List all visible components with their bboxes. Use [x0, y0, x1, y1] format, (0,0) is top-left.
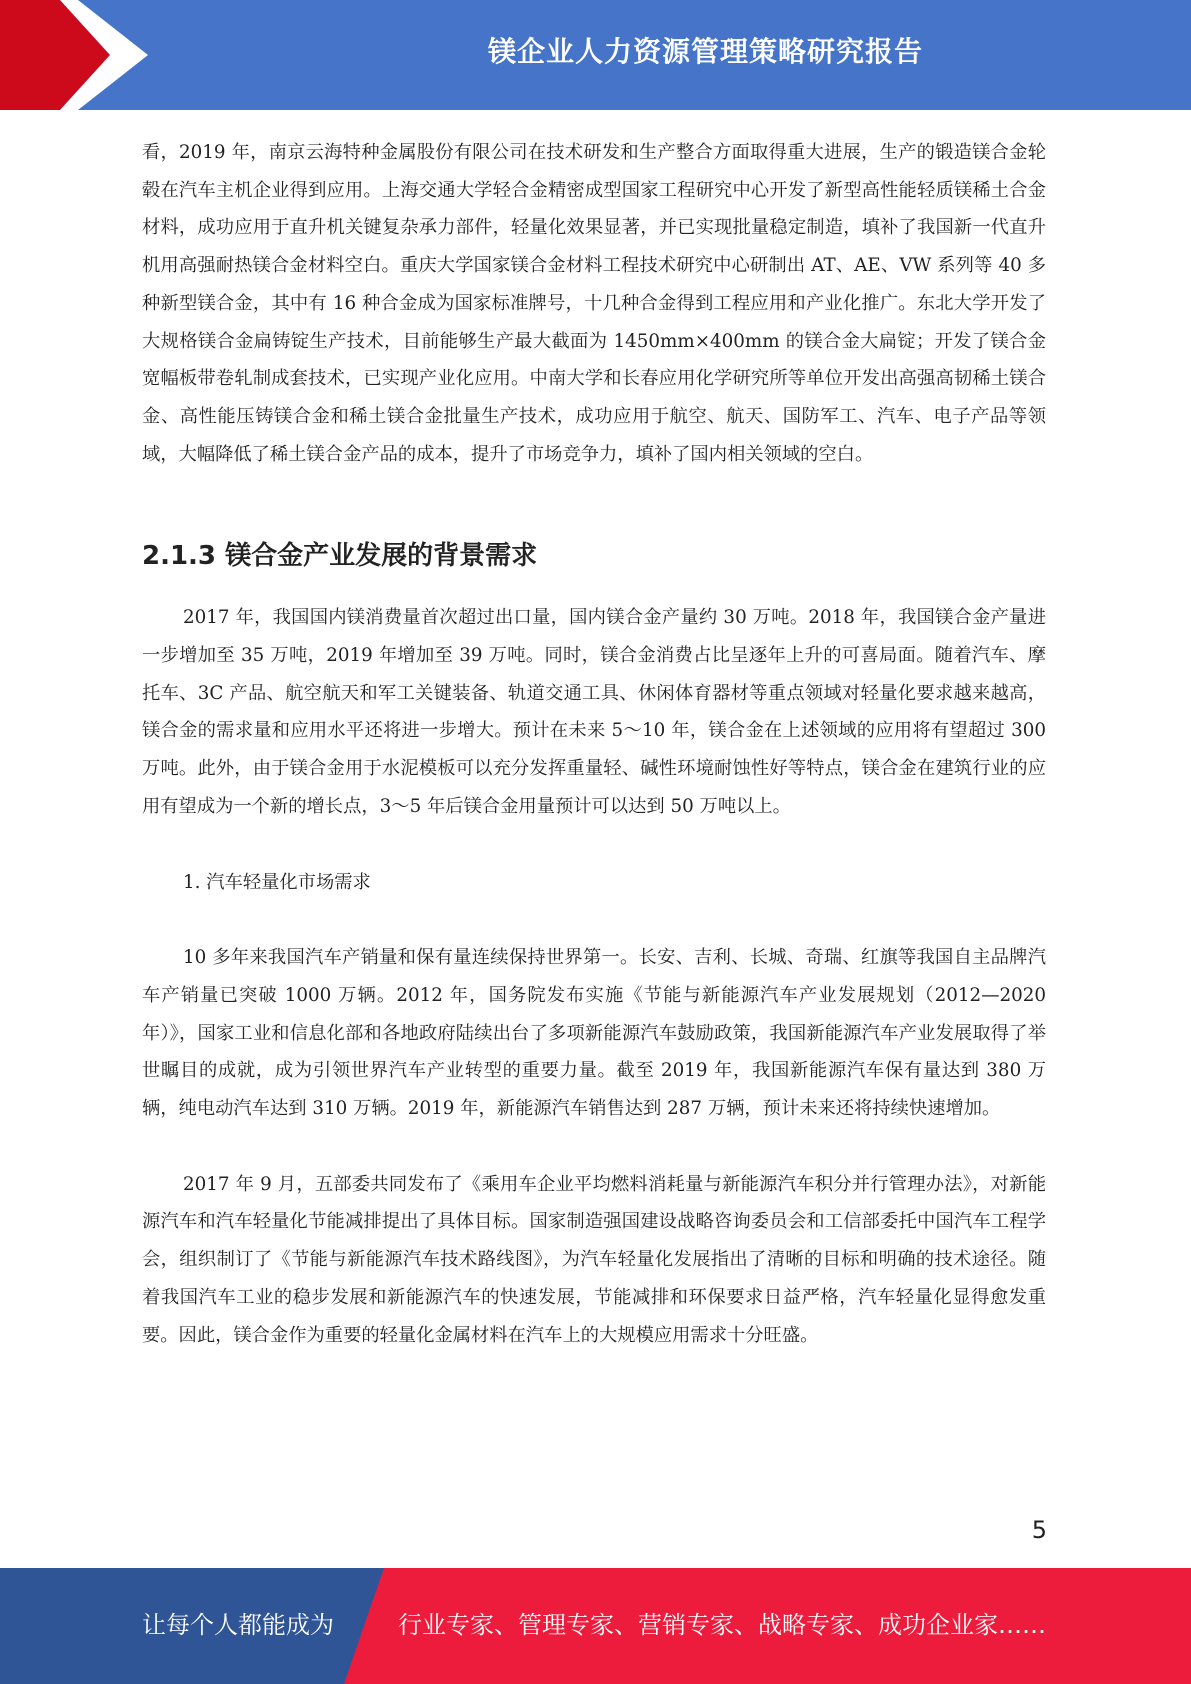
spacer	[142, 473, 1046, 511]
paragraph-research-progress: 看，2019 年，南京云海特种金属股份有限公司在技术研发和生产整合方面取得重大进展，生产的锻造镁合金轮毂在汽车主机企业得到应用。上海交通大学轻合金精密成型国家工程研究中心开发了新型高性能轻质镁稀土合金材料，成功应用于直升机关键复杂承力部件，轻量化效果显著，并已实现批量稳定制造，填补了我国新一代直升机用高强耐热镁合金材料空白。重庆大学国家镁合金材料工程技术研究中心研制出 AT、AE、VW 系列等 40 多种新型镁合金，其中有 16 种合金成为国家标准牌号，十几种合金得到工程应用和产业化推广。东北大学开发了大规格镁合金扁铸锭生产技术，目前能够生产最大截面为 1450mm×400mm 的镁合金大扁锭；开发了镁合金宽幅板带卷轧制成套技术，已实现产业化应用。中南大学和长春应用化学研究所等单位开发出高强高韧稀土镁合金、高性能压铸镁合金和稀土镁合金批量生产技术，成功应用于航空、航天、国防军工、汽车、电子产品等领域，大幅降低了稀土镁合金产品的成本，提升了市场竞争力，填补了国内相关领域的空白。	[142, 142, 1046, 465]
page-footer	[0, 1568, 1191, 1684]
paragraph-policy: 2017 年 9 月，五部委共同发布了《乘用车企业平均燃料消耗量与新能源汽车积分并行管理办法》，对新能源汽车和汽车轻量化节能减排提出了具体目标。国家制造强国建设战略咨询委员会和工信部委托中国汽车工程学会，组织制订了《节能与新能源汽车技术路线图》，为汽车轻量化发展指出了清晰的目标和明确的技术途径。随着我国汽车工业的稳步发展和新能源汽车的快速发展，节能减排和环保要求日益严格，汽车轻量化显得愈发重要。因此，镁合金作为重要的轻量化金属材料在汽车上的大规模应用需求十分旺盛。	[142, 1173, 1046, 1346]
paragraph-background-demand: 2017 年，我国国内镁消费量首次超过出口量，国内镁合金产量约 30 万吨。2018 年，我国镁合金产量进一步增加至 35 万吨，2019 年增加至 39 万吨。同时，镁合金消费占比呈逐年上升的可喜局面。随着汽车、摩托车、3C 产品、航空航天和军工关键装备、轨道交通工具、休闲体育器材等重点领域对轻量化要求越来越高，镁合金的需求量和应用水平还将进一步增大。预计在未来 5～10 年，镁合金在上述领域的应用将有望超过 300 万吨。此外，由于镁合金用于水泥模板可以充分发挥重量轻、碱性环境耐蚀性好等特点，镁合金在建筑行业的应用有望成为一个新的增长点，3～5 年后镁合金用量预计可以达到 50 万吨以上。	[142, 607, 1046, 817]
spacer	[142, 826, 1046, 864]
paragraph-auto-market: 10 多年来我国汽车产销量和保有量连续保持世界第一。长安、吉利、长城、奇瑞、红旗等我国自主品牌汽车产销量已突破 1000 万辆。2012 年，国务院发布实施《节能与新能源汽车产业发展规划（2012—2020 年）》，国家工业和信息化部和各地政府陆续出台了多项新能源汽车鼓励政策，我国新能源汽车产业发展取得了举世瞩目的成就，成为引领世界汽车产业转型的重要力量。截至 2019 年，我国新能源汽车保有量达到 380 万辆，纯电动汽车达到 310 万辆。2019 年，新能源汽车销售达到 287 万辆，预计未来还将持续快速增加。	[142, 947, 1046, 1120]
header-arrow-decoration	[0, 0, 160, 110]
footer-slogan-left: 让每个人都能成为	[142, 1611, 334, 1639]
section-heading: 2.1.3 镁合金产业发展的背景需求	[142, 541, 538, 572]
spacer	[142, 1128, 1046, 1166]
report-title: 镁企业人力资源管理策略研究报告	[487, 35, 923, 68]
document-body	[142, 134, 1046, 1354]
page-number: 5	[1031, 1516, 1047, 1544]
footer-slogan-right: 行业专家、管理专家、营销专家、战略专家、成功企业家……	[398, 1611, 1046, 1639]
spacer	[142, 901, 1046, 939]
list-item-heading: 1. 汽车轻量化市场需求	[183, 871, 371, 893]
page-header	[0, 0, 1191, 110]
